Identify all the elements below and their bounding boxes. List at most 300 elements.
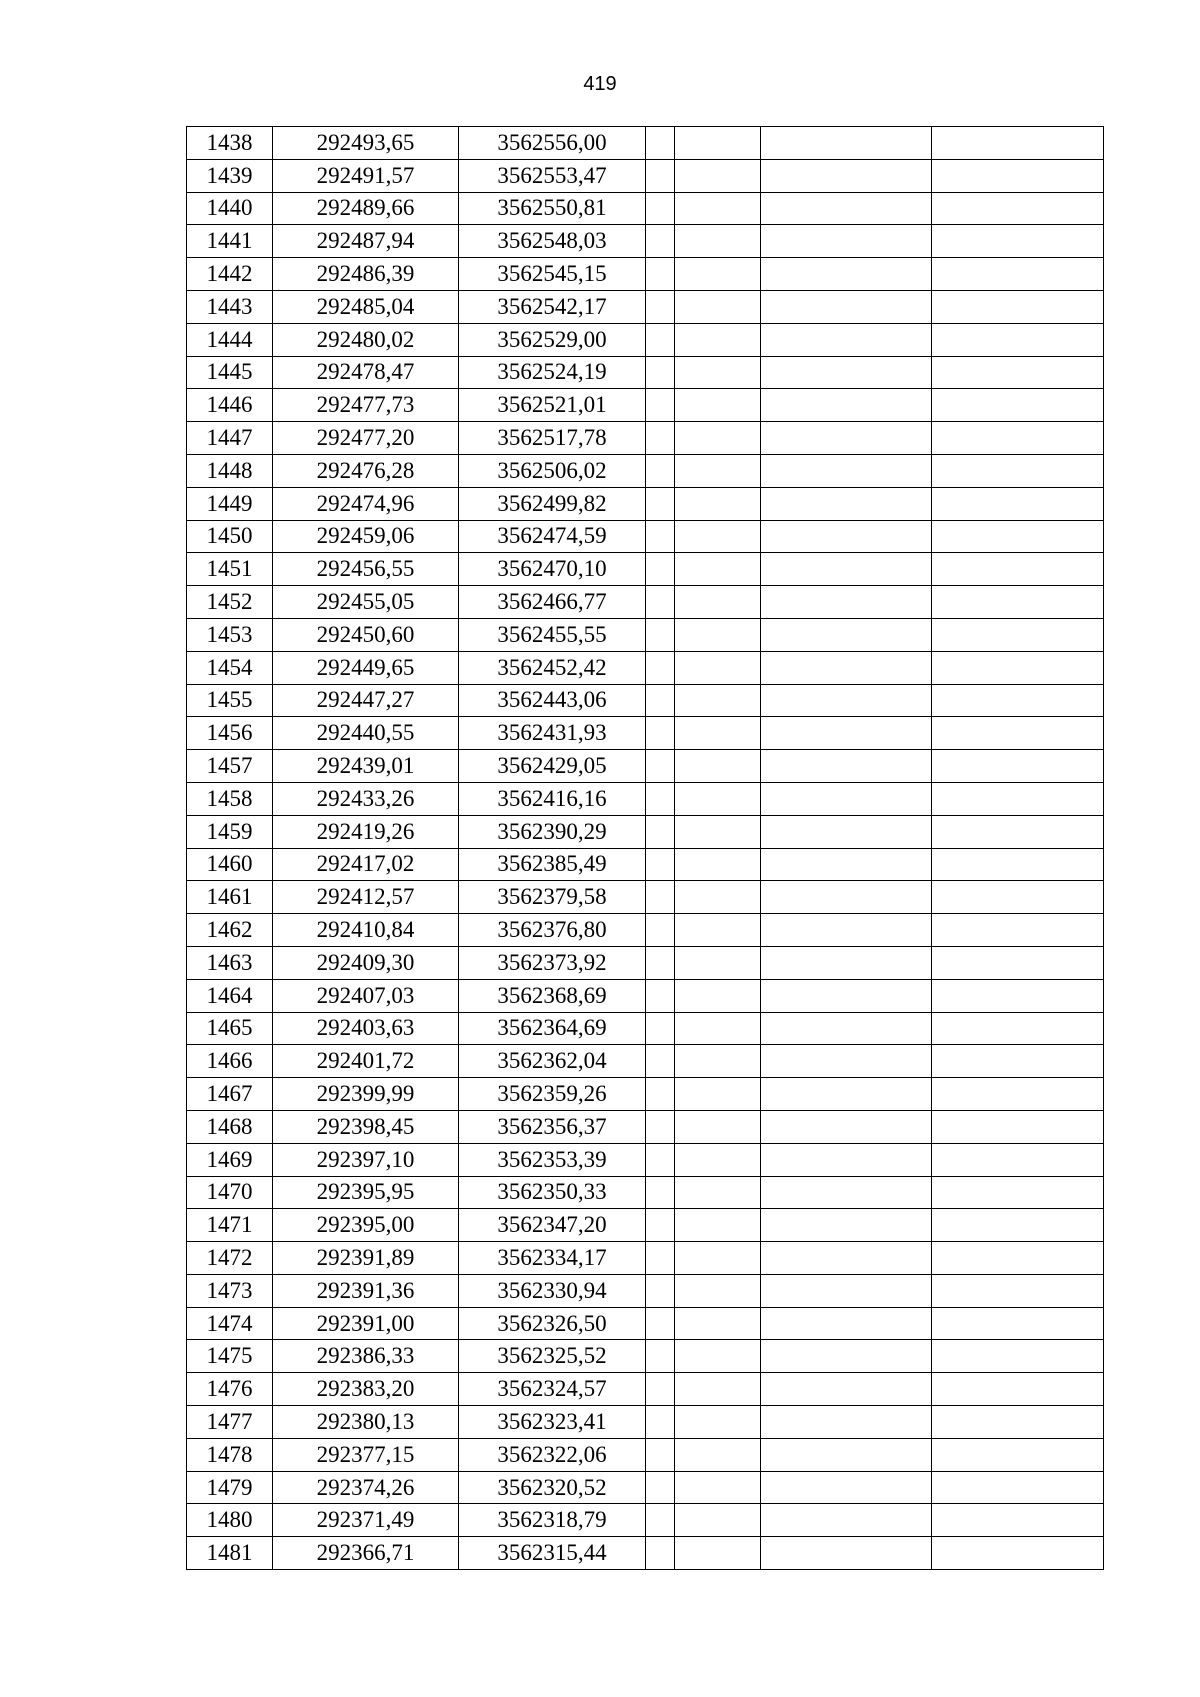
empty-cell: [646, 946, 675, 979]
empty-cell: [646, 389, 675, 422]
x-coordinate-cell: 292419,26: [273, 815, 459, 848]
empty-cell: [675, 389, 761, 422]
point-number-cell: 1481: [187, 1537, 273, 1570]
table-row: [187, 881, 1104, 914]
empty-cell: [932, 1537, 1104, 1570]
empty-cell: [646, 454, 675, 487]
y-coordinate-cell: 3562499,82: [459, 487, 646, 520]
x-coordinate-cell: 292401,72: [273, 1045, 459, 1078]
table-row: [187, 159, 1104, 192]
empty-cell: [646, 323, 675, 356]
x-coordinate-cell: 292459,06: [273, 520, 459, 553]
empty-cell: [932, 127, 1104, 160]
point-number-cell: 1474: [187, 1307, 273, 1340]
empty-cell: [932, 1078, 1104, 1111]
empty-cell: [761, 1045, 932, 1078]
table-row: [187, 815, 1104, 848]
x-coordinate-cell: 292395,95: [273, 1176, 459, 1209]
empty-cell: [646, 684, 675, 717]
x-coordinate-cell: 292486,39: [273, 258, 459, 291]
table-row: [187, 1537, 1104, 1570]
point-number-cell: 1440: [187, 192, 273, 225]
empty-cell: [646, 192, 675, 225]
x-coordinate-cell: 292440,55: [273, 717, 459, 750]
empty-cell: [646, 127, 675, 160]
empty-cell: [646, 1504, 675, 1537]
table-row: [187, 1078, 1104, 1111]
empty-cell: [646, 782, 675, 815]
point-number-cell: 1454: [187, 651, 273, 684]
empty-cell: [646, 1406, 675, 1439]
empty-cell: [675, 586, 761, 619]
empty-cell: [675, 1045, 761, 1078]
empty-cell: [932, 422, 1104, 455]
table-row: [187, 487, 1104, 520]
y-coordinate-cell: 3562548,03: [459, 225, 646, 258]
point-number-cell: 1479: [187, 1471, 273, 1504]
x-coordinate-cell: 292456,55: [273, 553, 459, 586]
empty-cell: [646, 1340, 675, 1373]
empty-cell: [675, 159, 761, 192]
table-row: [187, 1045, 1104, 1078]
point-number-cell: 1438: [187, 127, 273, 160]
y-coordinate-cell: 3562553,47: [459, 159, 646, 192]
x-coordinate-cell: 292407,03: [273, 979, 459, 1012]
point-number-cell: 1451: [187, 553, 273, 586]
empty-cell: [932, 1471, 1104, 1504]
empty-cell: [646, 1438, 675, 1471]
empty-cell: [761, 1307, 932, 1340]
x-coordinate-cell: 292391,89: [273, 1242, 459, 1275]
table-row: [187, 782, 1104, 815]
empty-cell: [675, 1012, 761, 1045]
empty-cell: [675, 1438, 761, 1471]
empty-cell: [646, 815, 675, 848]
x-coordinate-cell: 292374,26: [273, 1471, 459, 1504]
empty-cell: [646, 1110, 675, 1143]
table-row: [187, 422, 1104, 455]
empty-cell: [646, 225, 675, 258]
empty-cell: [932, 454, 1104, 487]
empty-cell: [932, 1242, 1104, 1275]
empty-cell: [646, 1078, 675, 1111]
table-row: [187, 553, 1104, 586]
y-coordinate-cell: 3562353,39: [459, 1143, 646, 1176]
empty-cell: [761, 422, 932, 455]
y-coordinate-cell: 3562315,44: [459, 1537, 646, 1570]
table-row: [187, 192, 1104, 225]
coordinates-table: [186, 126, 1104, 1570]
y-coordinate-cell: 3562452,42: [459, 651, 646, 684]
y-coordinate-cell: 3562373,92: [459, 946, 646, 979]
empty-cell: [675, 848, 761, 881]
point-number-cell: 1443: [187, 290, 273, 323]
empty-cell: [675, 422, 761, 455]
point-number-cell: 1452: [187, 586, 273, 619]
y-coordinate-cell: 3562347,20: [459, 1209, 646, 1242]
empty-cell: [675, 454, 761, 487]
table-row: [187, 1340, 1104, 1373]
point-number-cell: 1467: [187, 1078, 273, 1111]
table-row: [187, 1143, 1104, 1176]
empty-cell: [646, 750, 675, 783]
table-row: [187, 848, 1104, 881]
x-coordinate-cell: 292417,02: [273, 848, 459, 881]
point-number-cell: 1439: [187, 159, 273, 192]
empty-cell: [761, 1274, 932, 1307]
empty-cell: [675, 356, 761, 389]
table-row: [187, 1471, 1104, 1504]
table-row: [187, 684, 1104, 717]
point-number-cell: 1476: [187, 1373, 273, 1406]
x-coordinate-cell: 292447,27: [273, 684, 459, 717]
x-coordinate-cell: 292489,66: [273, 192, 459, 225]
table-row: [187, 914, 1104, 947]
empty-cell: [675, 225, 761, 258]
point-number-cell: 1473: [187, 1274, 273, 1307]
y-coordinate-cell: 3562323,41: [459, 1406, 646, 1439]
y-coordinate-cell: 3562470,10: [459, 553, 646, 586]
point-number-cell: 1464: [187, 979, 273, 1012]
point-number-cell: 1478: [187, 1438, 273, 1471]
y-coordinate-cell: 3562542,17: [459, 290, 646, 323]
y-coordinate-cell: 3562416,16: [459, 782, 646, 815]
empty-cell: [646, 717, 675, 750]
empty-cell: [675, 946, 761, 979]
empty-cell: [761, 454, 932, 487]
empty-cell: [646, 1373, 675, 1406]
point-number-cell: 1461: [187, 881, 273, 914]
empty-cell: [646, 881, 675, 914]
x-coordinate-cell: 292366,71: [273, 1537, 459, 1570]
empty-cell: [646, 1143, 675, 1176]
empty-cell: [761, 356, 932, 389]
empty-cell: [675, 651, 761, 684]
y-coordinate-cell: 3562379,58: [459, 881, 646, 914]
empty-cell: [675, 520, 761, 553]
table-row: [187, 1406, 1104, 1439]
y-coordinate-cell: 3562368,69: [459, 979, 646, 1012]
y-coordinate-cell: 3562524,19: [459, 356, 646, 389]
x-coordinate-cell: 292412,57: [273, 881, 459, 914]
empty-cell: [646, 1242, 675, 1275]
x-coordinate-cell: 292391,00: [273, 1307, 459, 1340]
empty-cell: [932, 1143, 1104, 1176]
empty-cell: [675, 1504, 761, 1537]
empty-cell: [761, 717, 932, 750]
point-number-cell: 1480: [187, 1504, 273, 1537]
y-coordinate-cell: 3562556,00: [459, 127, 646, 160]
point-number-cell: 1466: [187, 1045, 273, 1078]
table-row: [187, 717, 1104, 750]
empty-cell: [761, 815, 932, 848]
y-coordinate-cell: 3562350,33: [459, 1176, 646, 1209]
point-number-cell: 1469: [187, 1143, 273, 1176]
empty-cell: [761, 586, 932, 619]
empty-cell: [646, 979, 675, 1012]
empty-cell: [761, 192, 932, 225]
empty-cell: [932, 192, 1104, 225]
table-row: [187, 651, 1104, 684]
empty-cell: [646, 618, 675, 651]
point-number-cell: 1471: [187, 1209, 273, 1242]
empty-cell: [932, 1176, 1104, 1209]
empty-cell: [675, 1209, 761, 1242]
empty-cell: [675, 881, 761, 914]
empty-cell: [646, 914, 675, 947]
empty-cell: [932, 684, 1104, 717]
empty-cell: [646, 487, 675, 520]
empty-cell: [675, 782, 761, 815]
x-coordinate-cell: 292439,01: [273, 750, 459, 783]
empty-cell: [932, 618, 1104, 651]
x-coordinate-cell: 292493,65: [273, 127, 459, 160]
x-coordinate-cell: 292474,96: [273, 487, 459, 520]
empty-cell: [646, 1012, 675, 1045]
y-coordinate-cell: 3562390,29: [459, 815, 646, 848]
empty-cell: [761, 848, 932, 881]
empty-cell: [761, 881, 932, 914]
empty-cell: [646, 1537, 675, 1570]
table-row: [187, 1209, 1104, 1242]
table-row: [187, 1012, 1104, 1045]
empty-cell: [761, 750, 932, 783]
point-number-cell: 1456: [187, 717, 273, 750]
empty-cell: [675, 290, 761, 323]
x-coordinate-cell: 292485,04: [273, 290, 459, 323]
empty-cell: [932, 1209, 1104, 1242]
x-coordinate-cell: 292487,94: [273, 225, 459, 258]
x-coordinate-cell: 292399,99: [273, 1078, 459, 1111]
empty-cell: [932, 159, 1104, 192]
empty-cell: [675, 1340, 761, 1373]
empty-cell: [675, 1471, 761, 1504]
empty-cell: [761, 1340, 932, 1373]
empty-cell: [675, 1274, 761, 1307]
y-coordinate-cell: 3562326,50: [459, 1307, 646, 1340]
empty-cell: [932, 815, 1104, 848]
table-row: [187, 750, 1104, 783]
x-coordinate-cell: 292480,02: [273, 323, 459, 356]
empty-cell: [675, 1078, 761, 1111]
empty-cell: [675, 1143, 761, 1176]
empty-cell: [932, 750, 1104, 783]
point-number-cell: 1475: [187, 1340, 273, 1373]
x-coordinate-cell: 292403,63: [273, 1012, 459, 1045]
y-coordinate-cell: 3562529,00: [459, 323, 646, 356]
empty-cell: [761, 323, 932, 356]
empty-cell: [761, 389, 932, 422]
empty-cell: [932, 1373, 1104, 1406]
empty-cell: [761, 618, 932, 651]
point-number-cell: 1465: [187, 1012, 273, 1045]
empty-cell: [675, 1373, 761, 1406]
y-coordinate-cell: 3562318,79: [459, 1504, 646, 1537]
x-coordinate-cell: 292477,73: [273, 389, 459, 422]
empty-cell: [646, 553, 675, 586]
empty-cell: [761, 1012, 932, 1045]
empty-cell: [761, 1143, 932, 1176]
table-row: [187, 356, 1104, 389]
empty-cell: [675, 192, 761, 225]
x-coordinate-cell: 292449,65: [273, 651, 459, 684]
empty-cell: [675, 487, 761, 520]
x-coordinate-cell: 292455,05: [273, 586, 459, 619]
page-number: 419: [583, 73, 617, 95]
y-coordinate-cell: 3562431,93: [459, 717, 646, 750]
point-number-cell: 1460: [187, 848, 273, 881]
empty-cell: [761, 1438, 932, 1471]
empty-cell: [646, 848, 675, 881]
empty-cell: [646, 586, 675, 619]
point-number-cell: 1472: [187, 1242, 273, 1275]
y-coordinate-cell: 3562466,77: [459, 586, 646, 619]
empty-cell: [761, 1176, 932, 1209]
table-row: [187, 520, 1104, 553]
empty-cell: [761, 553, 932, 586]
empty-cell: [675, 979, 761, 1012]
y-coordinate-cell: 3562320,52: [459, 1471, 646, 1504]
x-coordinate-cell: 292397,10: [273, 1143, 459, 1176]
empty-cell: [761, 487, 932, 520]
empty-cell: [932, 1307, 1104, 1340]
empty-cell: [761, 1537, 932, 1570]
empty-cell: [675, 127, 761, 160]
empty-cell: [675, 750, 761, 783]
empty-cell: [761, 914, 932, 947]
empty-cell: [932, 946, 1104, 979]
empty-cell: [675, 684, 761, 717]
y-coordinate-cell: 3562385,49: [459, 848, 646, 881]
empty-cell: [932, 356, 1104, 389]
empty-cell: [761, 258, 932, 291]
empty-cell: [932, 881, 1104, 914]
empty-cell: [675, 553, 761, 586]
table-row: [187, 454, 1104, 487]
empty-cell: [761, 1471, 932, 1504]
empty-cell: [932, 586, 1104, 619]
empty-cell: [932, 487, 1104, 520]
y-coordinate-cell: 3562517,78: [459, 422, 646, 455]
y-coordinate-cell: 3562325,52: [459, 1340, 646, 1373]
empty-cell: [932, 225, 1104, 258]
y-coordinate-cell: 3562356,37: [459, 1110, 646, 1143]
empty-cell: [932, 914, 1104, 947]
x-coordinate-cell: 292477,20: [273, 422, 459, 455]
empty-cell: [675, 717, 761, 750]
empty-cell: [675, 258, 761, 291]
empty-cell: [646, 1045, 675, 1078]
empty-cell: [932, 979, 1104, 1012]
empty-cell: [761, 520, 932, 553]
empty-cell: [932, 1406, 1104, 1439]
empty-cell: [675, 815, 761, 848]
empty-cell: [646, 258, 675, 291]
empty-cell: [646, 651, 675, 684]
empty-cell: [932, 1045, 1104, 1078]
empty-cell: [761, 946, 932, 979]
point-number-cell: 1449: [187, 487, 273, 520]
x-coordinate-cell: 292391,36: [273, 1274, 459, 1307]
point-number-cell: 1446: [187, 389, 273, 422]
empty-cell: [646, 1176, 675, 1209]
empty-cell: [932, 553, 1104, 586]
table-row: [187, 618, 1104, 651]
table-row: [187, 1438, 1104, 1471]
table-row: [187, 1242, 1104, 1275]
empty-cell: [675, 1307, 761, 1340]
empty-cell: [761, 1406, 932, 1439]
y-coordinate-cell: 3562324,57: [459, 1373, 646, 1406]
empty-cell: [646, 1307, 675, 1340]
empty-cell: [932, 389, 1104, 422]
x-coordinate-cell: 292478,47: [273, 356, 459, 389]
empty-cell: [646, 422, 675, 455]
empty-cell: [932, 520, 1104, 553]
empty-cell: [932, 848, 1104, 881]
empty-cell: [761, 1373, 932, 1406]
empty-cell: [932, 1274, 1104, 1307]
empty-cell: [932, 290, 1104, 323]
point-number-cell: 1477: [187, 1406, 273, 1439]
empty-cell: [675, 1537, 761, 1570]
empty-cell: [761, 1504, 932, 1537]
x-coordinate-cell: 292491,57: [273, 159, 459, 192]
point-number-cell: 1470: [187, 1176, 273, 1209]
table-row: [187, 1307, 1104, 1340]
empty-cell: [675, 1242, 761, 1275]
x-coordinate-cell: 292377,15: [273, 1438, 459, 1471]
empty-cell: [932, 258, 1104, 291]
point-number-cell: 1447: [187, 422, 273, 455]
x-coordinate-cell: 292380,13: [273, 1406, 459, 1439]
point-number-cell: 1453: [187, 618, 273, 651]
empty-cell: [646, 1471, 675, 1504]
table-row: [187, 389, 1104, 422]
x-coordinate-cell: 292433,26: [273, 782, 459, 815]
empty-cell: [646, 290, 675, 323]
empty-cell: [646, 356, 675, 389]
point-number-cell: 1444: [187, 323, 273, 356]
empty-cell: [646, 1274, 675, 1307]
y-coordinate-cell: 3562429,05: [459, 750, 646, 783]
empty-cell: [646, 1209, 675, 1242]
empty-cell: [761, 290, 932, 323]
point-number-cell: 1457: [187, 750, 273, 783]
empty-cell: [761, 127, 932, 160]
point-number-cell: 1445: [187, 356, 273, 389]
point-number-cell: 1448: [187, 454, 273, 487]
y-coordinate-cell: 3562455,55: [459, 618, 646, 651]
y-coordinate-cell: 3562545,15: [459, 258, 646, 291]
empty-cell: [675, 914, 761, 947]
x-coordinate-cell: 292386,33: [273, 1340, 459, 1373]
empty-cell: [932, 1110, 1104, 1143]
table-row: [187, 1504, 1104, 1537]
empty-cell: [675, 618, 761, 651]
y-coordinate-cell: 3562376,80: [459, 914, 646, 947]
empty-cell: [932, 717, 1104, 750]
empty-cell: [761, 651, 932, 684]
empty-cell: [761, 1078, 932, 1111]
table-row: [187, 586, 1104, 619]
empty-cell: [761, 1242, 932, 1275]
empty-cell: [932, 1504, 1104, 1537]
y-coordinate-cell: 3562506,02: [459, 454, 646, 487]
table-row: [187, 1176, 1104, 1209]
empty-cell: [932, 1438, 1104, 1471]
x-coordinate-cell: 292450,60: [273, 618, 459, 651]
